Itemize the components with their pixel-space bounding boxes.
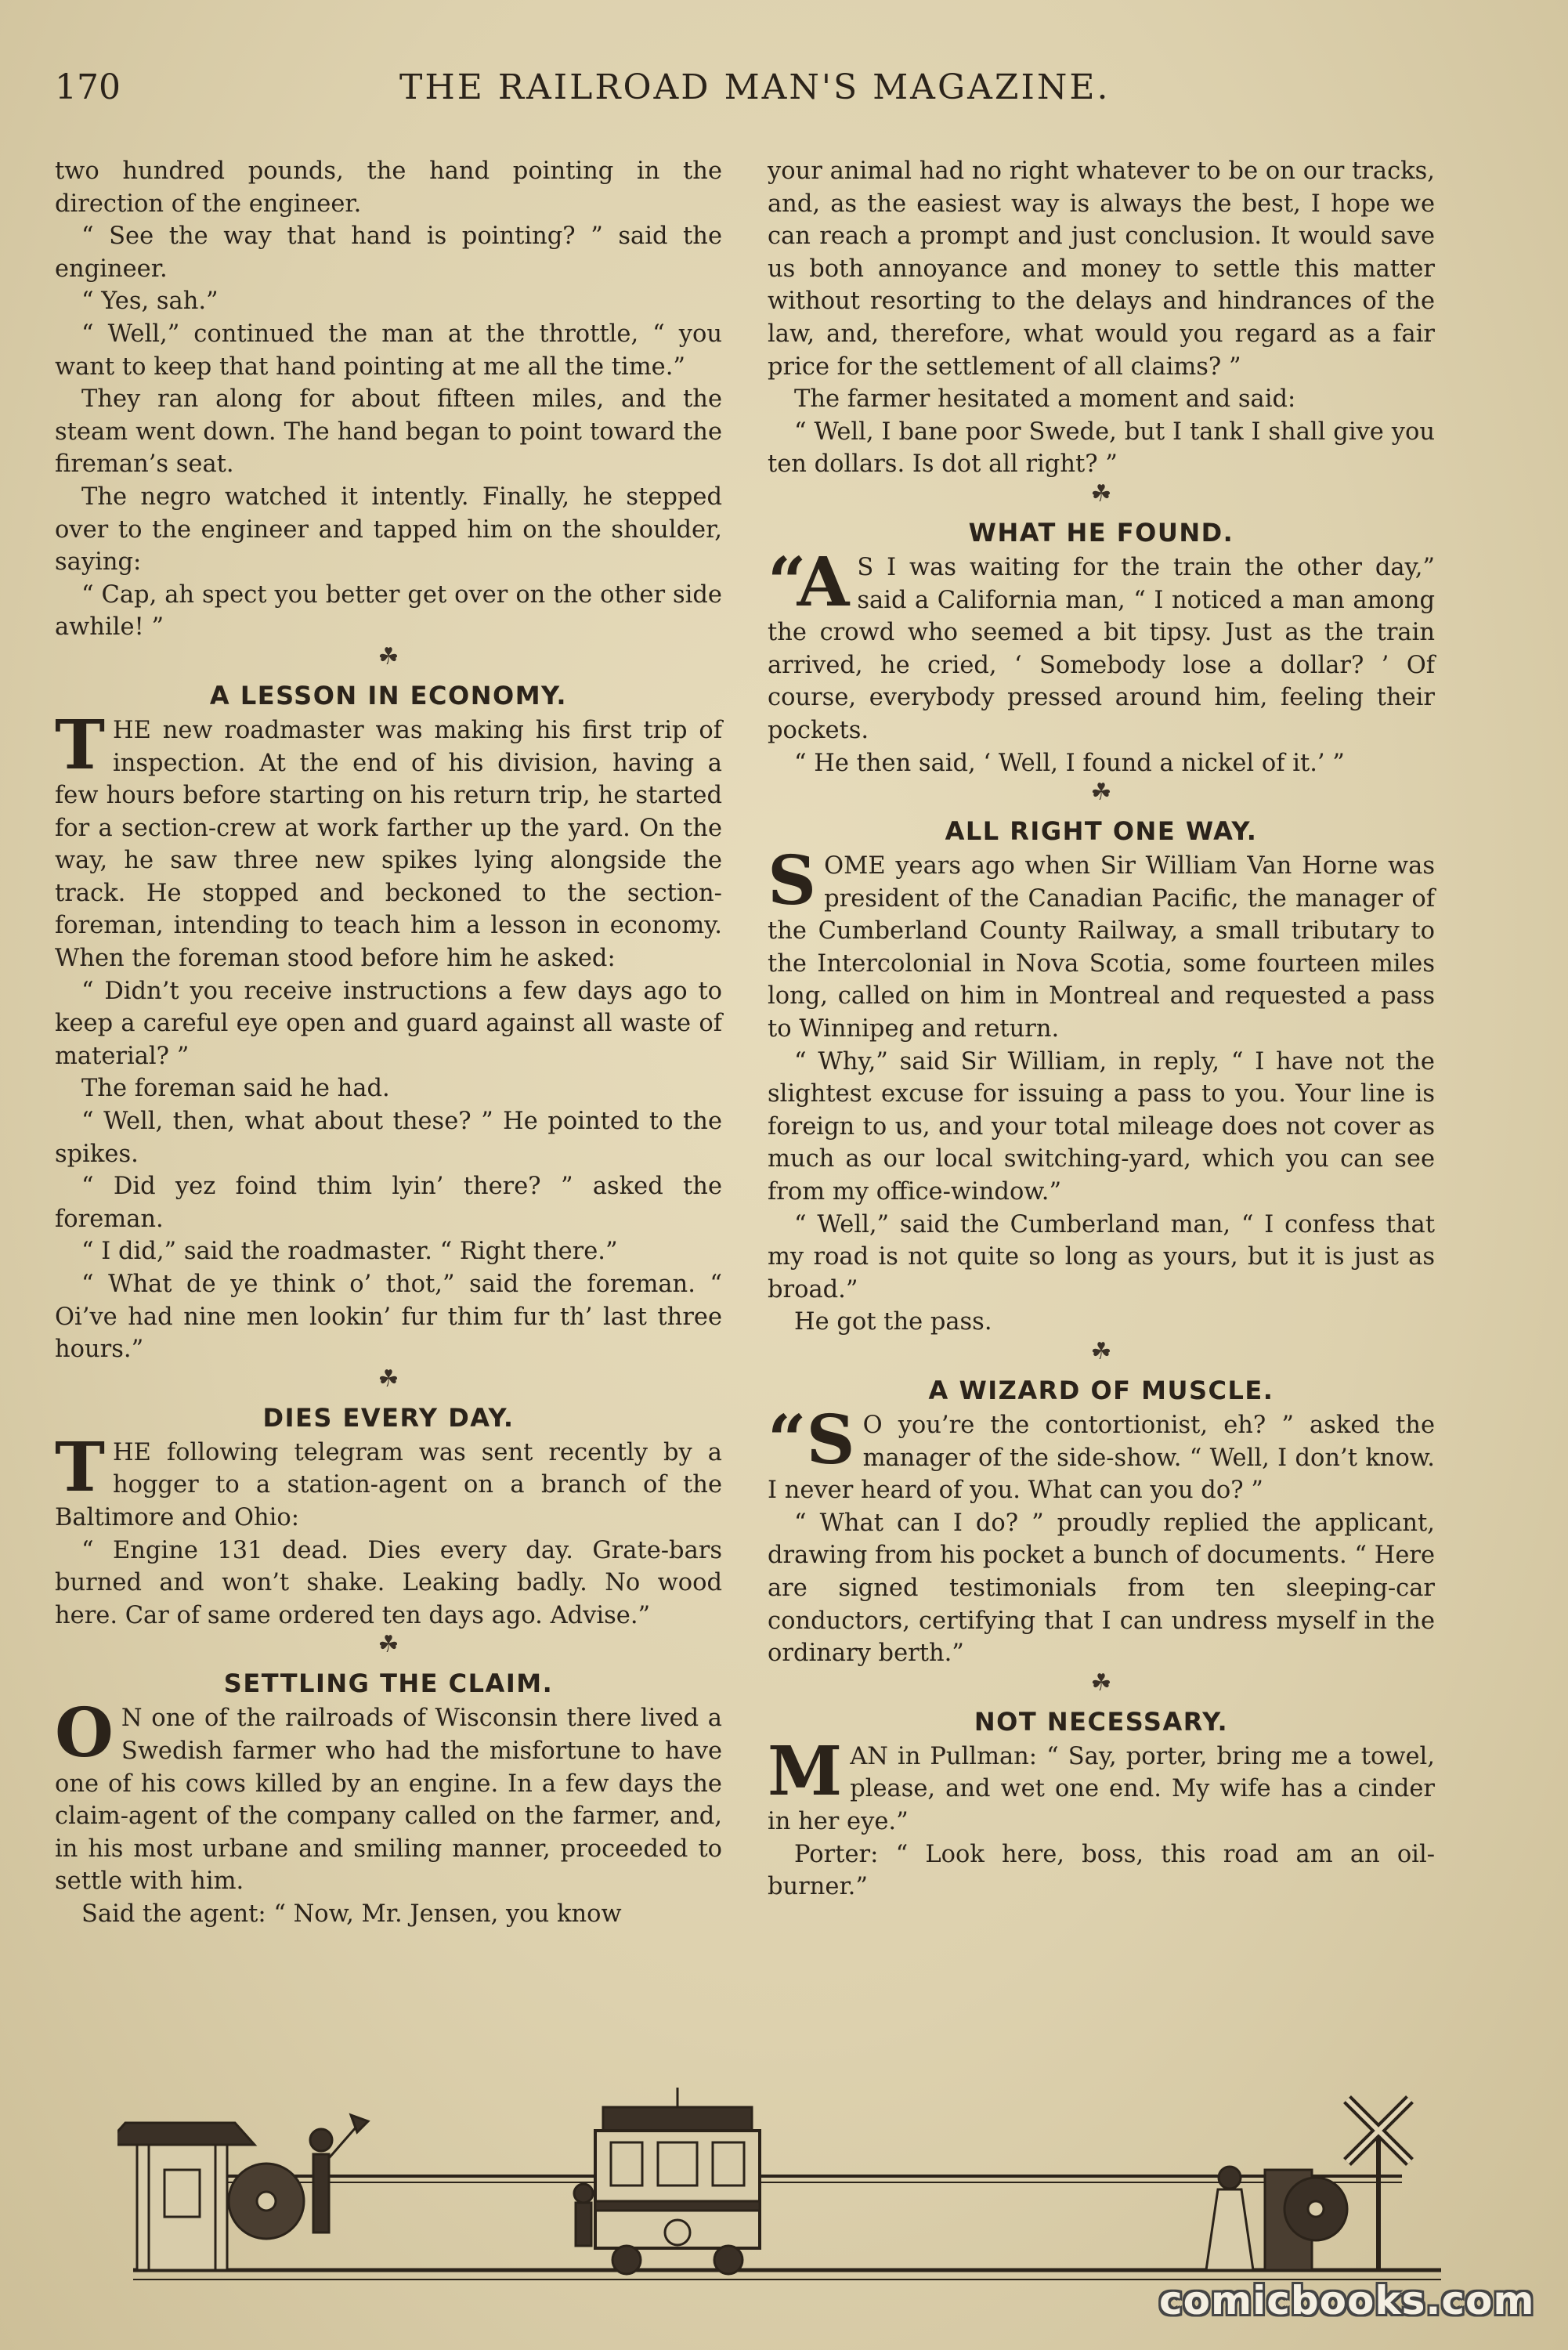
drop-cap: “S: [768, 1401, 855, 1480]
article-heading: ALL RIGHT ONE WAY.: [945, 816, 1258, 847]
paragraph: “ Didn’t you receive instructions a few days ago to keep a careful eye open and guard against all waste of material? ”: [55, 977, 722, 1070]
ornament-icon: ☘: [1090, 779, 1112, 807]
article-wizard-of-muscle: [768, 1401, 1435, 1670]
watermark-text: comicbooks.com: [1159, 2278, 1535, 2323]
paragraph: “ He then said, ‘ Well, I found a nickel of it.’ ”: [794, 749, 1345, 777]
paragraph: “ What can I do? ” proudly replied the applicant, drawing from his pocket a bunch of documents. “ Here are signed testimonials from ten sleeping-car conductors, certifying that I can undress myself in the ordinary berth.”: [768, 1509, 1435, 1668]
paragraph: “ I did,” said the roadmaster. “ Right there.”: [81, 1238, 618, 1266]
article-settling-the-claim: [55, 1694, 722, 1930]
paragraph: “ Why,” said Sir William, in reply, “ I have not the slightest excuse for issuing a pass to you. Your line is foreign to us, and your total mileage does not cover as much as our local switching-yard, which you can see from my office-window.”: [768, 1047, 1435, 1206]
ornament-icon: ☘: [378, 642, 399, 671]
lead-paragraph: O you’re the contortionist, eh? ” asked the manager of the side-show. “ Well, I don’t know. I never heard of you. What can you do? ”: [768, 1412, 1435, 1505]
lead-paragraph: S I was waiting for the train the other day,” said a California man, “ I noticed a man among the crowd who seemed a bit tipsy. Just as the train arrived, he cried, ‘ Somebody lose a dollar? ’ Of course, everybody pressed around him, feeling their pockets.: [768, 553, 1435, 744]
article-heading: SETTLING THE CLAIM.: [223, 1668, 554, 1699]
paragraph: “ Did yez foind thim lyin’ there? ” asked the foreman.: [55, 1173, 722, 1233]
lead-paragraph: AN in Pullman: “ Say, porter, bring me a towel, please, and wet one end. My wife has a cinder in her eye.”: [768, 1742, 1435, 1835]
paragraph: He got the pass.: [794, 1308, 992, 1336]
article-lesson-in-economy: [55, 705, 722, 1366]
drop-cap: T: [55, 705, 105, 785]
continued-paragraph: The farmer hesitated a moment and said:: [794, 385, 1296, 414]
lead-paragraph: N one of the railroads of Wisconsin there lived a Swedish farmer who had the misfortune to have one of his cows killed by an engine. In a few days the claim-agent of the company called on the farmer, and, in his most urbane and smiling manner, proceeded to settle with him.: [55, 1705, 722, 1896]
ornament-icon: ☘: [1090, 479, 1112, 508]
right-column: [768, 155, 1435, 1904]
running-head: [55, 67, 1120, 122]
drop-cap: O: [55, 1694, 114, 1773]
drop-cap: “A: [768, 542, 850, 622]
paragraph: “ Well, then, what about these? ” He pointed to the spikes.: [55, 1108, 722, 1168]
continued-paragraph: “ Cap, ah spect you better get over on the other side awhile! ”: [55, 580, 722, 642]
continued-paragraph: “ See the way that hand is pointing? ” said the engineer.: [55, 222, 722, 283]
continued-paragraph: your animal had no right whatever to be on our tracks, and, as the easiest way is always the best, I hope we can reach a prompt and just conclusion. It would save us both annoyance and money to settle this matter without resorting to the delays and hindrances of the law, and, therefore, what would you regard as a fair price for the settlement of all claims? ”: [768, 157, 1435, 381]
page-number: 170: [55, 67, 121, 107]
article-what-he-found: [768, 542, 1435, 779]
ornament-icon: ☘: [1090, 1338, 1112, 1365]
drop-cap: T: [55, 1427, 105, 1507]
paragraph: “ Engine 131 dead. Dies every day. Grate-bars burned and won’t shake. Leaking badly. No wood here. Car of same ordered ten days ago. Advise.”: [55, 1536, 722, 1629]
article-heading: NOT NECESSARY.: [974, 1706, 1229, 1737]
ornament-icon: ☘: [378, 1631, 399, 1659]
lead-paragraph: OME years ago when Sir William Van Horne was president of the Canadian Pacific, the manager of the Cumberland County Railway, a small tributary to the Intercolonial in Nova Scotia, some fourteen miles long, called on him in Montreal and requested a pass to Winnipeg and return.: [768, 852, 1435, 1043]
ornament-icon: ☘: [378, 1365, 399, 1393]
continued-paragraph: “ Yes, sah.”: [81, 287, 219, 316]
drop-cap: S: [768, 841, 817, 921]
drop-cap: M: [768, 1731, 843, 1811]
continued-paragraph: “ Well, I bane poor Swede, but I tank I shall give you ten dollars. Is dot all right? ”: [768, 418, 1435, 479]
railway-illustration: [117, 2084, 1449, 2295]
lead-paragraph: HE new roadmaster was making his first trip of inspection. At the end of his division, having a few hours before starting on his return trip, he started for a section-crew at work farther up the yard. On the way, he saw three new spikes lying alongside the track. He stopped and beckoned to the section-foreman, intending to teach him a lesson in economy. When the foreman stood before him he asked:: [55, 716, 722, 973]
continued-paragraph: two hundred pounds, the hand pointing in the direction of the engineer.: [55, 157, 722, 218]
continued-paragraph: They ran along for about fifteen miles, and the steam went down. The hand began to point toward the fireman’s seat.: [55, 385, 722, 479]
article-heading: WHAT HE FOUND.: [968, 517, 1234, 548]
article-all-right-one-way: [768, 841, 1435, 1339]
article-not-necessary: [768, 1731, 1435, 1904]
continued-paragraph: The negro watched it intently. Finally, he stepped over to the engineer and tapped him on the shoulder, saying:: [55, 483, 722, 577]
paragraph: Said the agent: “ Now, Mr. Jensen, you know: [81, 1900, 622, 1928]
article-dies-every-day: [55, 1427, 722, 1632]
lead-paragraph: HE following telegram was sent recently by a hogger to a station-agent on a branch of the Baltimore and Ohio:: [55, 1438, 722, 1531]
article-heading: DIES EVERY DAY.: [262, 1402, 515, 1433]
paragraph: The foreman said he had.: [81, 1075, 390, 1103]
paragraph: “ Well,” said the Cumberland man, “ I confess that my road is not quite so long as yours, but it is just as broad.”: [768, 1210, 1435, 1303]
paragraph: Porter: “ Look here, boss, this road am an oil-burner.”: [768, 1840, 1435, 1901]
journal-title: THE RAILROAD MAN'S MAGAZINE.: [399, 67, 1111, 107]
left-column: [55, 155, 722, 1931]
continued-paragraph: “ Well,” continued the man at the throttle, “ you want to keep that hand pointing at me all the time.”: [55, 320, 722, 381]
paragraph: “ What de ye think o’ thot,” said the foreman. “ Oi’ve had nine men lookin’ fur thim fur th’ last three hours.”: [55, 1271, 722, 1364]
ornament-icon: ☘: [1090, 1668, 1112, 1697]
article-heading: A LESSON IN ECONOMY.: [209, 680, 568, 710]
article-heading: A WIZARD OF MUSCLE.: [928, 1376, 1274, 1405]
